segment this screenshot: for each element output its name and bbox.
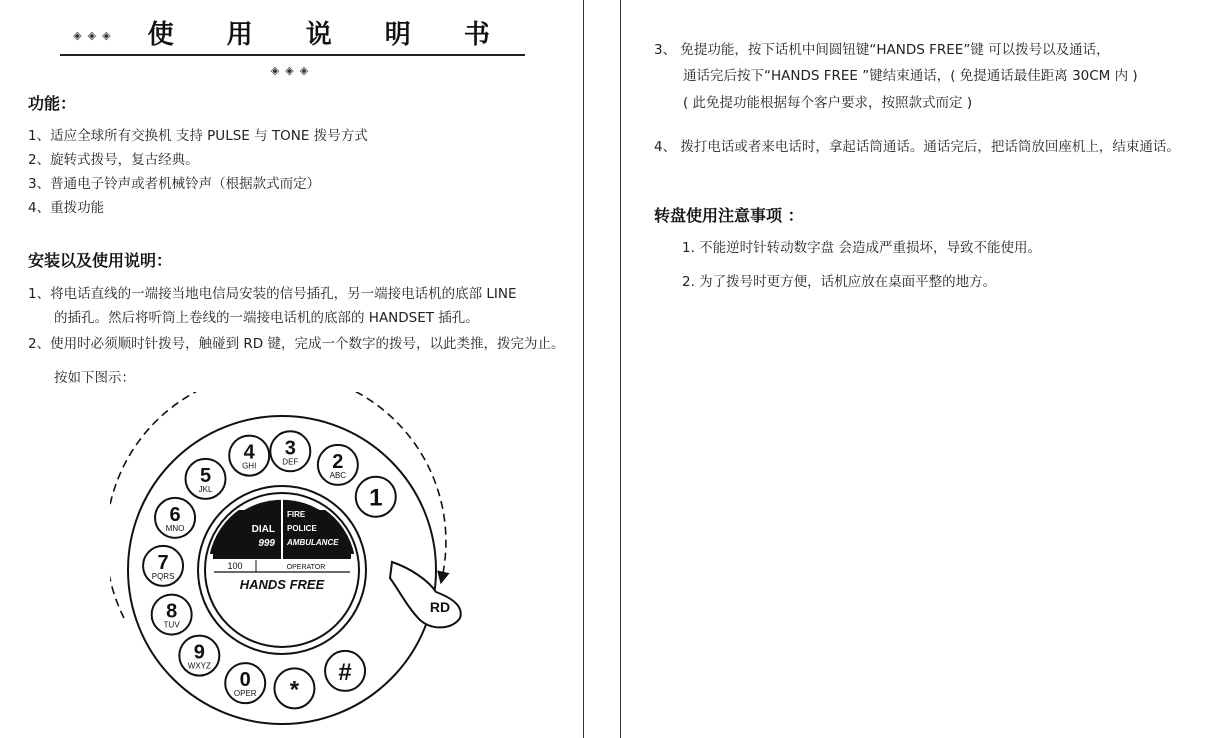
dial-hole-letters: DEF (282, 457, 299, 467)
note-item: 2. 为了拨号时更方便，话机应放在桌面平整的地方。 (682, 274, 997, 290)
dial-hole-letters: WXYZ (187, 661, 211, 671)
dial-hole-number: 5 (199, 464, 212, 487)
center-ambulance-label: AMBULANCE (287, 538, 339, 547)
title-block (60, 18, 525, 77)
dial-hole-number: # (338, 658, 352, 686)
left-page (0, 0, 583, 738)
install-item-2-line-2: 按如下图示： (54, 370, 135, 386)
dial-hole-letters: ABC (329, 470, 347, 480)
center-dial-label: DIAL (251, 524, 275, 535)
dial-hole-number: 0 (239, 669, 251, 692)
right-page (620, 0, 1215, 738)
feature-item: 1、适应全球所有交换机 支持 PULSE 与 TONE 拨号方式 (28, 128, 368, 144)
title-ornament-left: ◈◈◈ (73, 29, 117, 42)
features-heading: 功能： (28, 94, 77, 113)
dial-hole-number: 9 (193, 641, 205, 664)
center-fire-label: FIRE (287, 510, 306, 519)
feature-item: 2、旋转式拨号，复古经典。 (28, 152, 199, 168)
item-3-line-2: 通话完后按下“HANDS FREE ”键结束通话，( 免提通话最佳距离 30CM 内 ) (683, 68, 1138, 84)
dial-hole-number: 7 (157, 551, 169, 574)
dial-hole-letters: OPER (233, 689, 257, 699)
install-item-1-line-2: 的插孔。然后将听筒上卷线的一端接电话机的底部的 HANDSET 插孔。 (54, 310, 479, 326)
hands-free-label: HANDS FREE (239, 577, 325, 592)
rd-label: RD (429, 599, 451, 615)
dial-hole-letters: GHI (242, 461, 257, 471)
feature-item: 4、重拨功能 (28, 200, 105, 216)
item-4: 4、 拨打电话或者来电话时，拿起话筒通话。通话完后，把话筒放回座机上，结束通话。 (654, 139, 1180, 155)
feature-item: 3、普通电子铃声或者机械铃声（根据款式而定） (28, 176, 321, 192)
dial-hole-number: 2 (332, 450, 344, 473)
dial-hole-letters: PQRS (151, 571, 175, 581)
dial-hole-number: * (289, 676, 300, 704)
title-underline (60, 54, 525, 56)
dial-hole-number: 4 (243, 441, 255, 464)
install-item-1-line-1: 1、将电话直线的一端接当地电信局安装的信号插孔，另一端接电话机的底部 LINE (28, 286, 517, 302)
dial-hole-letters: MNO (165, 523, 185, 533)
center-police-label: POLICE (287, 524, 317, 533)
dial-hole-number: 8 (166, 600, 178, 623)
dial-hole-number: 1 (369, 484, 383, 512)
note-item: 1. 不能逆时针转动数字盘 会造成严重损坏，导致不能使用。 (682, 240, 1041, 256)
title-text: 使 用 说 明 书 (147, 20, 512, 50)
notes-heading: 转盘使用注意事项 ： (654, 206, 804, 225)
center-operator-label: OPERATOR (286, 564, 326, 571)
dial-hole-letters: TUV (163, 620, 180, 630)
install-heading: 安装以及使用说明： (28, 251, 173, 270)
install-item-2-line-1: 2、使用时必须顺时针拨号，触碰到 RD 键，完成一个数字的拨号，以此类推，拨完为止。 (28, 336, 565, 352)
page-title (60, 18, 525, 88)
page-divider-left (583, 0, 584, 738)
center-999-label: 999 (258, 538, 275, 549)
rotary-dial-diagram (110, 392, 470, 734)
center-100-label: 100 (227, 561, 243, 571)
dial-hole-number: 3 (284, 437, 296, 460)
dial-hole-number: 6 (169, 503, 181, 526)
title-ornament-right: ◈◈◈ (270, 64, 315, 77)
item-3-line-1: 3、 免提功能，按下话机中间圆钮键“HANDS FREE”键 可以拨号以及通话， (654, 42, 1110, 58)
dial-hole-letters: JKL (198, 484, 213, 494)
item-3-line-3: ( 此免提功能根据每个客户要求，按照款式而定 ) (683, 95, 973, 111)
